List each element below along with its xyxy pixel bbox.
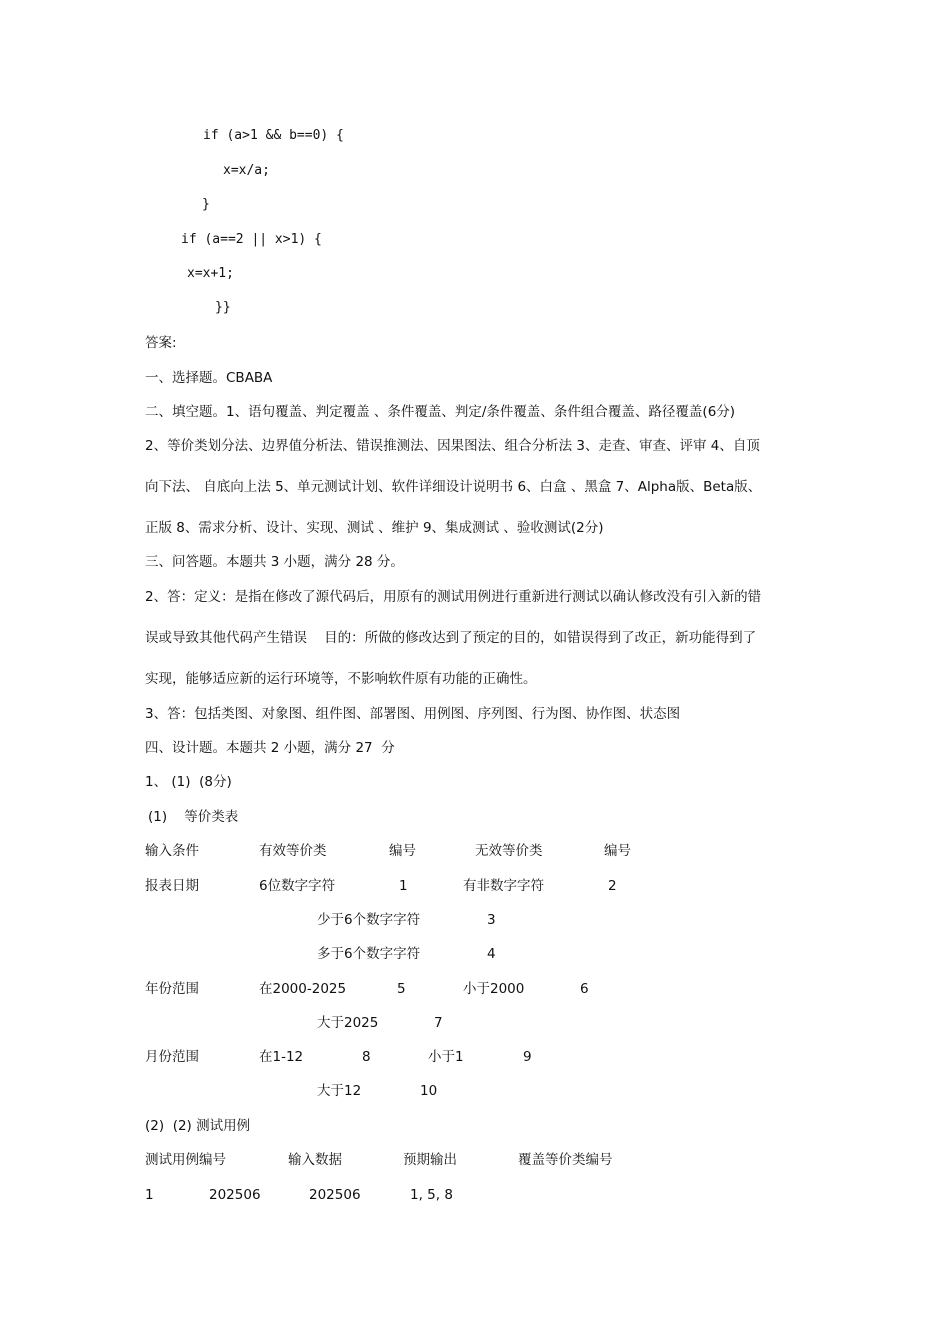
code-line-5: x=x+1; <box>187 266 234 281</box>
qa-2-line-1: 2、答：定义：是指在修改了源代码后，用原有的测试用例进行重新进行测试以确认修改没有引入新的错 <box>145 589 762 605</box>
eq-cell: 多于6个数字字符 <box>317 946 421 962</box>
section-design-heading: 四、设计题。本题共 2 小题，满分 27 分 <box>145 740 395 756</box>
eq-cell: 9 <box>523 1049 532 1065</box>
design-item-1: 1、 (1) (8分) <box>145 774 232 790</box>
eq-cell: 4 <box>487 946 496 962</box>
tc-cell: 202506 <box>209 1187 261 1203</box>
eq-cell: 6位数字字符 <box>259 878 336 894</box>
qa-3: 3、答：包括类图、对象图、组件图、部署图、用例图、序列图、行为图、协作图、状态图 <box>145 706 681 722</box>
section-fill-line-3: 向下法、 自底向上法 5、单元测试计划、软件详细设计说明书 6、白盒 、黑盒 7、Alpha版、Beta版、 <box>145 479 762 495</box>
qa-2-line-3: 实现，能够适应新的运行环境等，不影响软件原有功能的正确性。 <box>145 671 537 687</box>
tc-cell: 1 <box>145 1187 154 1203</box>
eq-header-cell: 编号 <box>604 843 631 859</box>
eq-cell: 大于2025 <box>317 1015 379 1031</box>
code-line-6: }} <box>215 300 231 315</box>
eq-header-cell: 编号 <box>389 843 416 859</box>
eq-cell: 5 <box>397 981 406 997</box>
eq-cell: 7 <box>434 1015 443 1031</box>
code-line-3: } <box>202 197 210 212</box>
section-fill-line-4: 正版 8、需求分析、设计、实现、测试 、维护 9、集成测试 、验收测试(2分) <box>145 520 604 536</box>
section-fill-line-2: 2、等价类划分法、边界值分析法、错误推测法、因果图法、组合分析法 3、走查、审查、评审 4、自顶 <box>145 438 760 454</box>
qa-2-line-2: 误或导致其他代码产生错误 目的：所做的修改达到了预定的目的，如错误得到了改正，新功能得到了 <box>145 630 757 646</box>
eq-cell: 2 <box>608 878 617 894</box>
eq-cell: 大于12 <box>317 1083 362 1099</box>
design-sub-2: (2) (2) 测试用例 <box>145 1118 251 1134</box>
answer-heading: 答案: <box>145 335 177 351</box>
eq-cell: 小于2000 <box>463 981 525 997</box>
eq-cell: 在2000-2025 <box>259 981 347 997</box>
eq-cell: 8 <box>362 1049 371 1065</box>
eq-cell: 月份范围 <box>145 1049 199 1065</box>
eq-cell: 少于6个数字字符 <box>317 912 421 928</box>
eq-header-cell: 有效等价类 <box>259 843 327 859</box>
eq-cell: 1 <box>399 878 408 894</box>
eq-cell: 年份范围 <box>145 981 199 997</box>
code-line-4: if (a==2 || x>1) { <box>181 232 322 247</box>
eq-cell: 3 <box>487 912 496 928</box>
section-fill-line-1: 二、填空题。1、语句覆盖、判定覆盖 、条件覆盖、判定/条件覆盖、条件组合覆盖、路径覆盖(6分) <box>145 404 736 420</box>
eq-header-cell: 输入条件 <box>145 843 199 859</box>
tc-header-cell: 预期输出 <box>403 1152 457 1168</box>
tc-header-cell: 测试用例编号 <box>145 1152 226 1168</box>
design-sub-1: (1) 等价类表 <box>148 809 239 825</box>
section-choice: 一、选择题。CBABA <box>145 370 273 386</box>
code-line-2: x=x/a; <box>223 163 270 178</box>
eq-cell: 10 <box>420 1083 438 1099</box>
section-qa-heading: 三、问答题。本题共 3 小题，满分 28 分。 <box>145 554 404 570</box>
tc-cell: 1, 5, 8 <box>410 1187 453 1203</box>
eq-cell: 报表日期 <box>145 878 199 894</box>
tc-header-cell: 输入数据 <box>288 1152 342 1168</box>
eq-cell: 小于1 <box>428 1049 464 1065</box>
code-line-1: if (a>1 && b==0) { <box>203 128 344 143</box>
eq-cell: 有非数字字符 <box>463 878 544 894</box>
tc-cell: 202506 <box>309 1187 361 1203</box>
tc-header-cell: 覆盖等价类编号 <box>518 1152 613 1168</box>
eq-cell: 在1-12 <box>259 1049 304 1065</box>
eq-header-cell: 无效等价类 <box>475 843 543 859</box>
eq-cell: 6 <box>580 981 589 997</box>
